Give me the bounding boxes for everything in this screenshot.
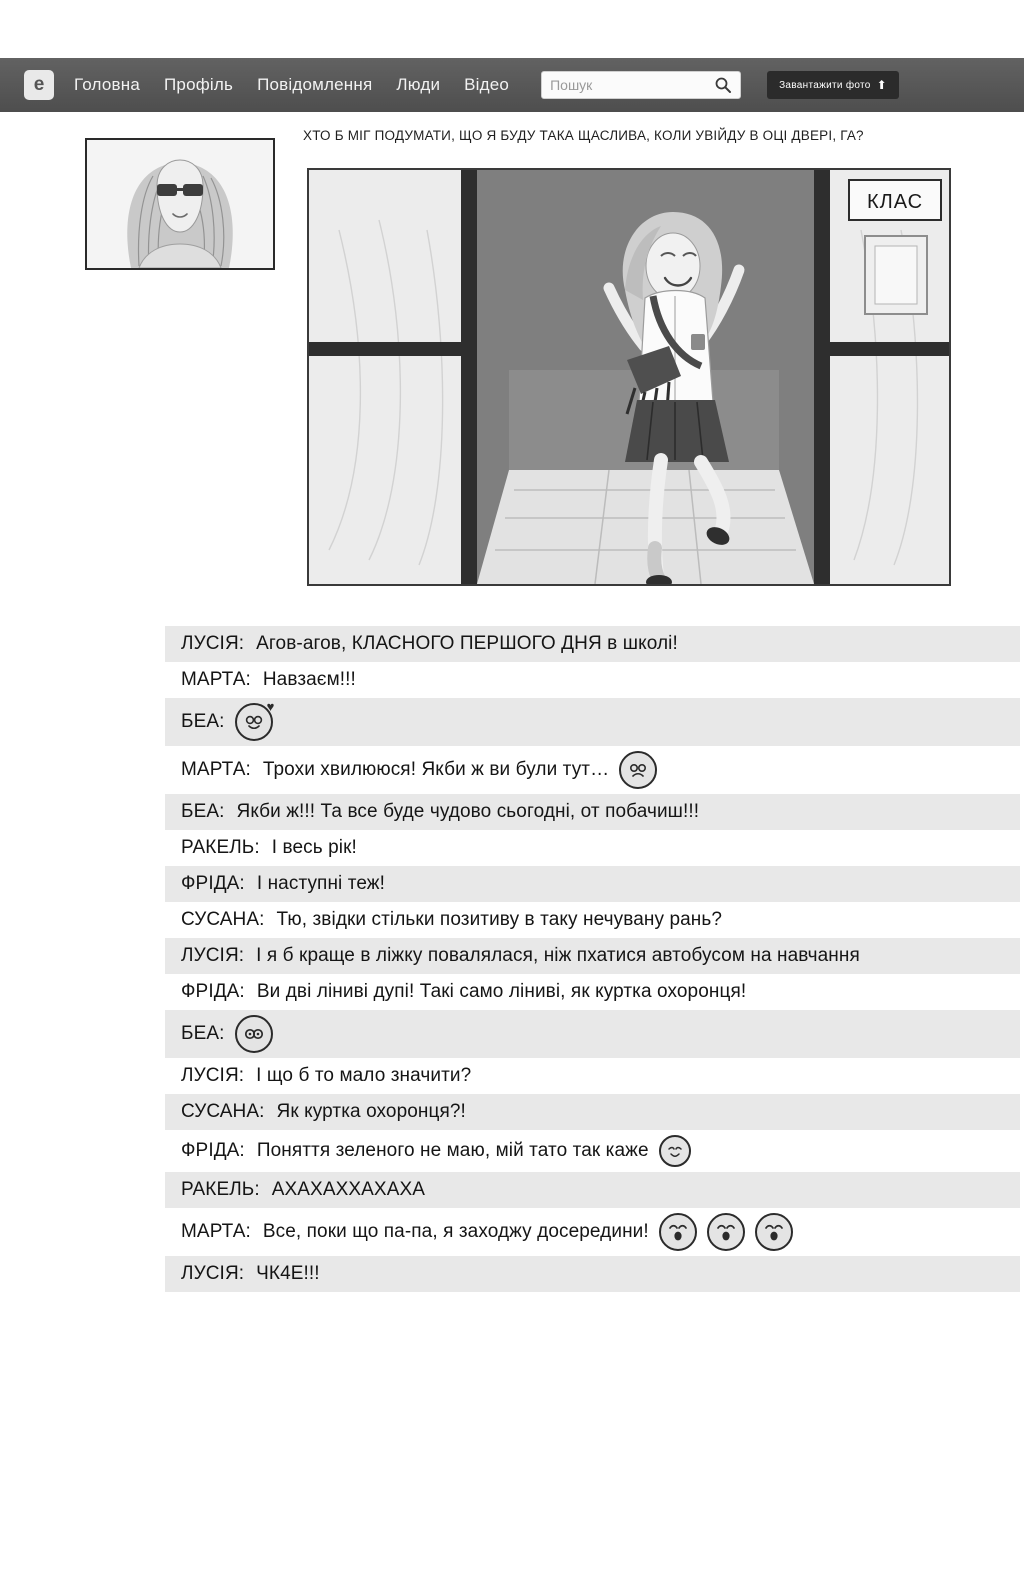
chat-speaker: БЕА: (181, 801, 225, 822)
chat-speaker: ЛУСІЯ: (181, 633, 245, 654)
chat-log (165, 626, 1020, 1292)
upload-photo-label: Завантажити фото (779, 79, 871, 91)
nav-link-messages[interactable]: Повідомлення (257, 75, 373, 94)
laughing-face-icon (755, 1213, 793, 1251)
chat-text: АХАХАХХАХАХА (271, 1179, 426, 1200)
avatar (85, 138, 275, 270)
chat-message (165, 626, 1020, 662)
chat-speaker: ЛУСІЯ: (181, 1065, 245, 1086)
upload-arrow-icon: ⬆ (876, 78, 887, 92)
nav-link-video[interactable]: Відео (464, 75, 510, 94)
chat-speaker: ФРІДА: (181, 1140, 245, 1161)
chat-message (165, 1256, 1020, 1292)
worried-face-icon (619, 751, 657, 789)
chat-text: Трохи хвилююся! Якби ж ви були тут… (262, 759, 610, 780)
site-logo-icon[interactable]: e (24, 70, 54, 100)
nav-link-people[interactable]: Люди (396, 75, 441, 94)
heart-icon: ♥ (266, 699, 275, 714)
svg-text:КЛАС: КЛАС (866, 191, 924, 213)
chat-message (165, 938, 1020, 974)
chat-speaker: СУСАНА: (181, 909, 265, 930)
chat-text: Все, поки що па-па, я заходжу досередини! (262, 1221, 649, 1242)
comic-caption: ХТО Б МІГ ПОДУМАТИ, ЩО Я БУДУ ТАКА ЩАСЛИВА, КОЛИ УВІЙДУ В ОЦІ ДВЕРІ, ГА? (303, 128, 864, 143)
chat-speaker: ФРІДА: (181, 873, 245, 894)
chat-speaker: ЛУСІЯ: (181, 945, 245, 966)
search-icon[interactable] (714, 76, 732, 94)
chat-text: І весь рік! (271, 837, 357, 858)
laughing-face-icon (707, 1213, 745, 1251)
chat-message (165, 1094, 1020, 1130)
chat-text: Поняття зеленого не маю, мій тато так каже (256, 1140, 649, 1161)
chat-message (165, 662, 1020, 698)
chat-text: Ви дві лінивi дупі! Такі само ліниві, як куртка охоронця! (256, 981, 747, 1002)
chat-message (165, 866, 1020, 902)
chat-text: І я б краще в ліжку повалялася, ніж пхатися автобусом на навчання (256, 945, 860, 966)
top-navigation-bar (0, 58, 1024, 112)
avatar-illustration-icon (87, 140, 273, 268)
comic-panel (307, 168, 951, 586)
chat-speaker: ЛУСІЯ: (181, 1263, 245, 1284)
wide-eyes-face-icon (235, 1015, 273, 1053)
chat-text: ЧК4Е!!! (256, 1263, 320, 1284)
chat-text: Як куртка охоронця?! (276, 1101, 466, 1122)
nav-link-home[interactable]: Головна (74, 75, 140, 94)
chat-message (165, 830, 1020, 866)
chat-text: І наступні теж! (256, 873, 385, 894)
laughing-face-icon (659, 1213, 697, 1251)
chat-text: Тю, звідки стільки позитиву в таку нечувану рань? (276, 909, 723, 930)
chat-text: І що б то мало значити? (256, 1065, 472, 1086)
search-placeholder: Пошук (550, 77, 593, 93)
nav-link-profile[interactable]: Профіль (164, 75, 234, 94)
happy-heart-face-icon (235, 699, 275, 741)
shrug-face-icon (659, 1135, 691, 1167)
chat-message (165, 746, 1020, 794)
chat-text: Агов-агов, КЛАСНОГО ПЕРШОГО ДНЯ в школі! (256, 633, 678, 654)
chat-message (165, 794, 1020, 830)
chat-text: Якби ж!!! Та все буде чудово сьогодні, от побачиш!!! (236, 801, 700, 822)
chat-speaker: РАКЕЛЬ: (181, 1179, 260, 1200)
chat-speaker: СУСАНА: (181, 1101, 265, 1122)
chat-message (165, 698, 1020, 746)
chat-message (165, 902, 1020, 938)
chat-speaker: РАКЕЛЬ: (181, 837, 260, 858)
search-input[interactable] (541, 71, 741, 99)
chat-message (165, 1058, 1020, 1094)
chat-message (165, 1010, 1020, 1058)
chat-speaker: МАРТА: (181, 669, 251, 690)
upload-photo-button[interactable] (767, 71, 899, 99)
chat-message (165, 1172, 1020, 1208)
chat-speaker: БЕА: (181, 711, 225, 732)
chat-speaker: БЕА: (181, 1023, 225, 1044)
chat-speaker: ФРІДА: (181, 981, 245, 1002)
chat-message (165, 974, 1020, 1010)
chat-message (165, 1130, 1020, 1172)
chat-message (165, 1208, 1020, 1256)
comic-panel-illustration (309, 170, 949, 584)
chat-speaker: МАРТА: (181, 1221, 251, 1242)
chat-text: Навзаєм!!! (262, 669, 356, 690)
chat-speaker: МАРТА: (181, 759, 251, 780)
